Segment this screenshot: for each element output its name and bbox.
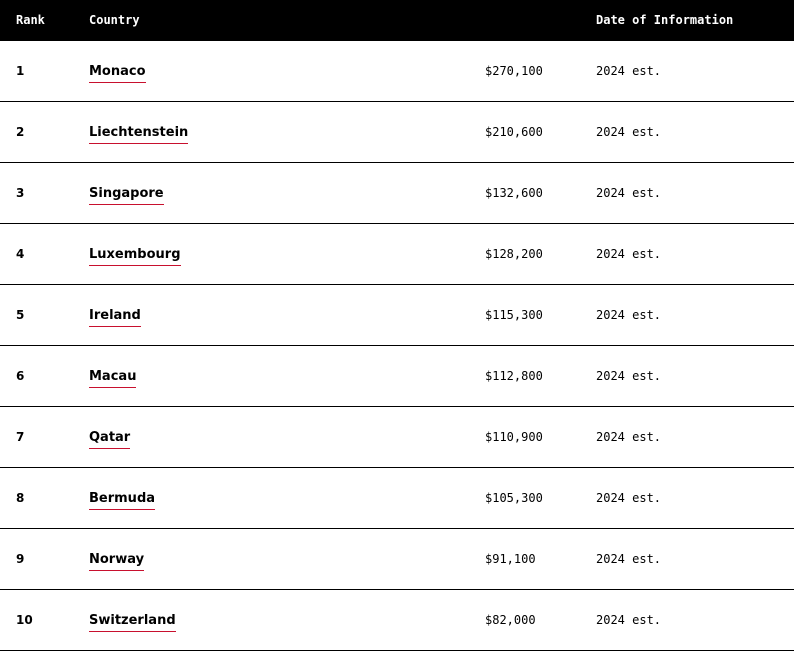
table-row <box>0 529 794 590</box>
country-cell <box>89 346 136 407</box>
date-cell: 2024 est. <box>596 308 662 322</box>
country-cell <box>89 41 146 102</box>
country-link[interactable]: Bermuda <box>89 491 155 510</box>
country-link[interactable]: Qatar <box>89 430 130 449</box>
date-cell: 2024 est. <box>596 247 662 261</box>
country-cell <box>89 285 141 346</box>
table-row <box>0 285 794 346</box>
rank-cell: 2 <box>16 125 25 139</box>
value-cell: $110,900 <box>485 430 543 444</box>
country-link[interactable]: Switzerland <box>89 613 176 632</box>
value-cell: $270,100 <box>485 64 543 78</box>
value-cell: $132,600 <box>485 186 543 200</box>
country-cell <box>89 529 144 590</box>
country-link[interactable]: Monaco <box>89 64 146 83</box>
rank-cell: 10 <box>16 613 33 627</box>
rank-cell: 1 <box>16 64 25 78</box>
table-row <box>0 468 794 529</box>
value-cell: $91,100 <box>485 552 536 566</box>
header-rank: Rank <box>16 13 45 27</box>
country-cell <box>89 224 181 285</box>
country-cell <box>89 468 155 529</box>
date-cell: 2024 est. <box>596 552 662 566</box>
value-cell: $112,800 <box>485 369 543 383</box>
country-cell <box>89 407 130 468</box>
table-row <box>0 590 794 651</box>
header-country: Country <box>89 13 140 27</box>
country-cell <box>89 102 188 163</box>
rank-cell: 8 <box>16 491 25 505</box>
rank-cell: 5 <box>16 308 25 322</box>
table-row <box>0 407 794 468</box>
country-link[interactable]: Ireland <box>89 308 141 327</box>
country-link[interactable]: Norway <box>89 552 144 571</box>
country-link[interactable]: Liechtenstein <box>89 125 188 144</box>
value-cell: $128,200 <box>485 247 543 261</box>
value-cell: $82,000 <box>485 613 536 627</box>
table-row <box>0 163 794 224</box>
date-cell: 2024 est. <box>596 125 662 139</box>
date-cell: 2024 est. <box>596 186 662 200</box>
table-row <box>0 224 794 285</box>
country-link[interactable]: Luxembourg <box>89 247 181 266</box>
country-cell <box>89 590 176 651</box>
country-link[interactable]: Macau <box>89 369 136 388</box>
date-cell: 2024 est. <box>596 369 662 383</box>
date-cell: 2024 est. <box>596 613 662 627</box>
date-cell: 2024 est. <box>596 64 662 78</box>
header-date-of-information: Date of Information <box>596 13 734 27</box>
table-header <box>0 0 794 41</box>
rank-cell: 3 <box>16 186 25 200</box>
value-cell: $105,300 <box>485 491 543 505</box>
date-cell: 2024 est. <box>596 430 662 444</box>
value-cell: $210,600 <box>485 125 543 139</box>
table-row <box>0 41 794 102</box>
value-cell: $115,300 <box>485 308 543 322</box>
rank-cell: 4 <box>16 247 25 261</box>
table-row <box>0 346 794 407</box>
country-link[interactable]: Singapore <box>89 186 164 205</box>
rank-cell: 9 <box>16 552 25 566</box>
table-row <box>0 102 794 163</box>
rank-cell: 6 <box>16 369 25 383</box>
rank-cell: 7 <box>16 430 25 444</box>
date-cell: 2024 est. <box>596 491 662 505</box>
country-cell <box>89 163 164 224</box>
